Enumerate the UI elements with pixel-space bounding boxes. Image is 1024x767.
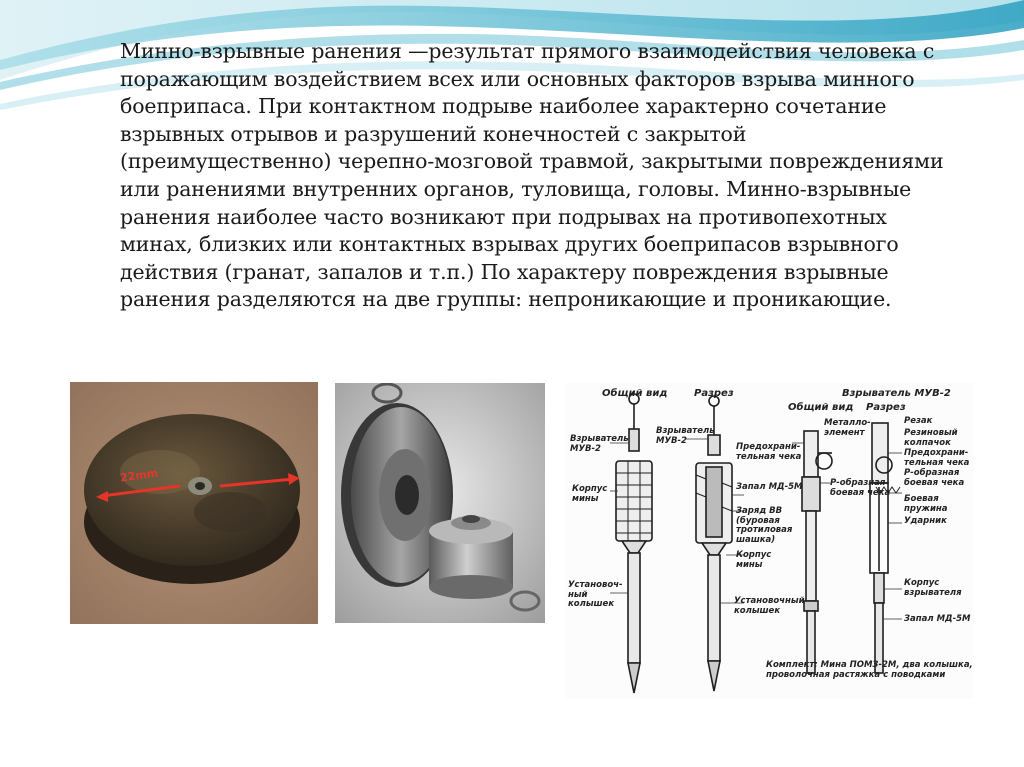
label-charge: Заряд ВВ (буровая тротиловая шашка) <box>736 506 793 545</box>
label-fuze-body: Корпус взрывателя <box>904 578 962 598</box>
label-rubber-cap: Резиновый колпачок <box>904 428 958 448</box>
label-safety-pin-2: Предохрани- тельная чека <box>904 448 970 468</box>
label-fuze: Взрыватель МУВ-2 <box>570 434 629 454</box>
label-spring: Боевая пружина <box>904 494 948 514</box>
label-fuse-md-2: Запал МД-5М <box>904 614 971 624</box>
label-striker: Ударник <box>904 516 947 526</box>
label-body-2: Корпус мины <box>736 550 772 570</box>
measure-label: 22mm <box>119 466 159 485</box>
diagram-header-fuze-title: Взрыватель МУВ-2 <box>842 388 951 399</box>
label-body: Корпус мины <box>572 484 608 504</box>
fuze-diagram <box>566 383 974 699</box>
label-fuze-2: Взрыватель МУВ-2 <box>656 426 715 446</box>
label-fuse-md: Запал МД-5М <box>736 482 803 492</box>
diagram-header-general-view-2: Общий вид <box>788 402 854 413</box>
label-r-pin: Р-образная боевая чека <box>830 478 891 498</box>
diagram-header-general-view: Общий вид <box>602 388 668 399</box>
label-stake: Установоч- ный колышек <box>568 580 623 609</box>
label-r-pin-2: Р-образная боевая чека <box>904 468 965 488</box>
label-metal-element: Металло- элемент <box>824 418 871 438</box>
label-cutter: Резак <box>904 416 933 426</box>
mine-render-photo <box>335 383 545 623</box>
label-stake-2: Установочный колышек <box>734 596 805 616</box>
mine-disc-photo <box>70 382 318 624</box>
diagram-header-section-2: Разрез <box>866 402 906 413</box>
label-kit: Комплект: Мина ПОМЗ-2М, два колышка, проволочная растяжка с поводками <box>766 660 973 680</box>
diagram-header-section: Разрез <box>694 388 734 399</box>
label-safety-pin: Предохрани- тельная чека <box>736 442 802 462</box>
slide-paragraph: Минно-взрывные ранения —результат прямого взаимодействия человека с поражающим воздействием всех или основных факторов взрыва минного боеприпаса. При контактном подрыве наиболее характерно сочетание взрывных отрывов и разрушений конечностей с закрытой (преимущественно) черепно-мозговой травмой, закрытыми повреждениями или ранениями внутренних органов, туловища, головы. Минно-взрывные ранения наиболее часто возникают при подрывах на противопехотных минах, близких или контактных взрывах других боеприпасов взрывного действия (гранат, запалов и т.п.) По характеру повреждения взрывные ранения разделяются на две группы: непроникающие и проникающие. <box>120 39 944 312</box>
